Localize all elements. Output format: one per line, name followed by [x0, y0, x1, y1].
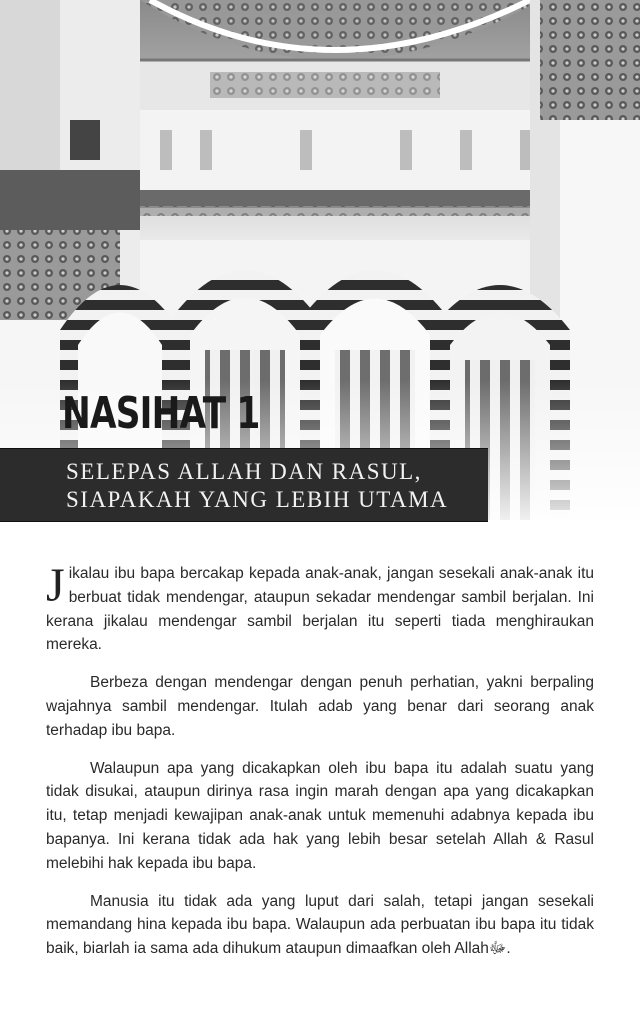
- paragraph-4: [46, 890, 594, 961]
- chapter-title-line-2: SIAPAKAH YANG LEBIH UTAMA: [66, 487, 449, 512]
- paragraph-2: Berbeza dengan mendengar dengan penuh perhatian, yakni berpaling wajahnya sambil mendengar. Itulah adab yang benar dari seorang anak terhadap ibu bapa.: [46, 674, 594, 739]
- paragraph-1-text: ikalau ibu bapa bercakap kepada anak-anak, jangan sesekali anak-anak itu berbuat tidak mendengar, ataupun sekadar mendengar sambil berjalan. Ini kerana jikalau mendengar sambil berjalan itu seperti tiada menghiraukan mereka.: [46, 565, 594, 654]
- body-text: [46, 559, 594, 975]
- paragraph-4-end: .: [506, 940, 511, 958]
- paragraph-3: Walaupun apa yang dicakapkan oleh ibu bapa itu adalah suatu yang tidak disukai, ataupun dirinya rasa ingin marah dengan apa yang dicakapkan itu, tetap menjadi kewajipan anak-anak untuk memenuhi adabnya kepada ibu bapanya. Ini kerana tidak ada hak yang lebih besar setelah Allah & Rasul melebihi hak kepada ibu bapa.: [46, 759, 594, 872]
- paragraph-1: [46, 559, 594, 657]
- paragraph-4-text: Manusia itu tidak ada yang luput dari salah, tetapi jangan sesekali memandang hina kepada ibu bapa. Walaupun ada perbuatan ibu bapa itu tidak baik, biarlah ia sama ada dihukum ataupun dimaafkan oleh Allah: [46, 892, 594, 958]
- chapter-number: NASIHAT 1: [62, 388, 260, 439]
- chapter-title-line-1: SELEPAS ALLAH DAN RASUL,: [66, 459, 422, 484]
- drop-cap: J: [46, 559, 65, 612]
- jalla-jalaluh-symbol: ﷻ: [488, 940, 507, 958]
